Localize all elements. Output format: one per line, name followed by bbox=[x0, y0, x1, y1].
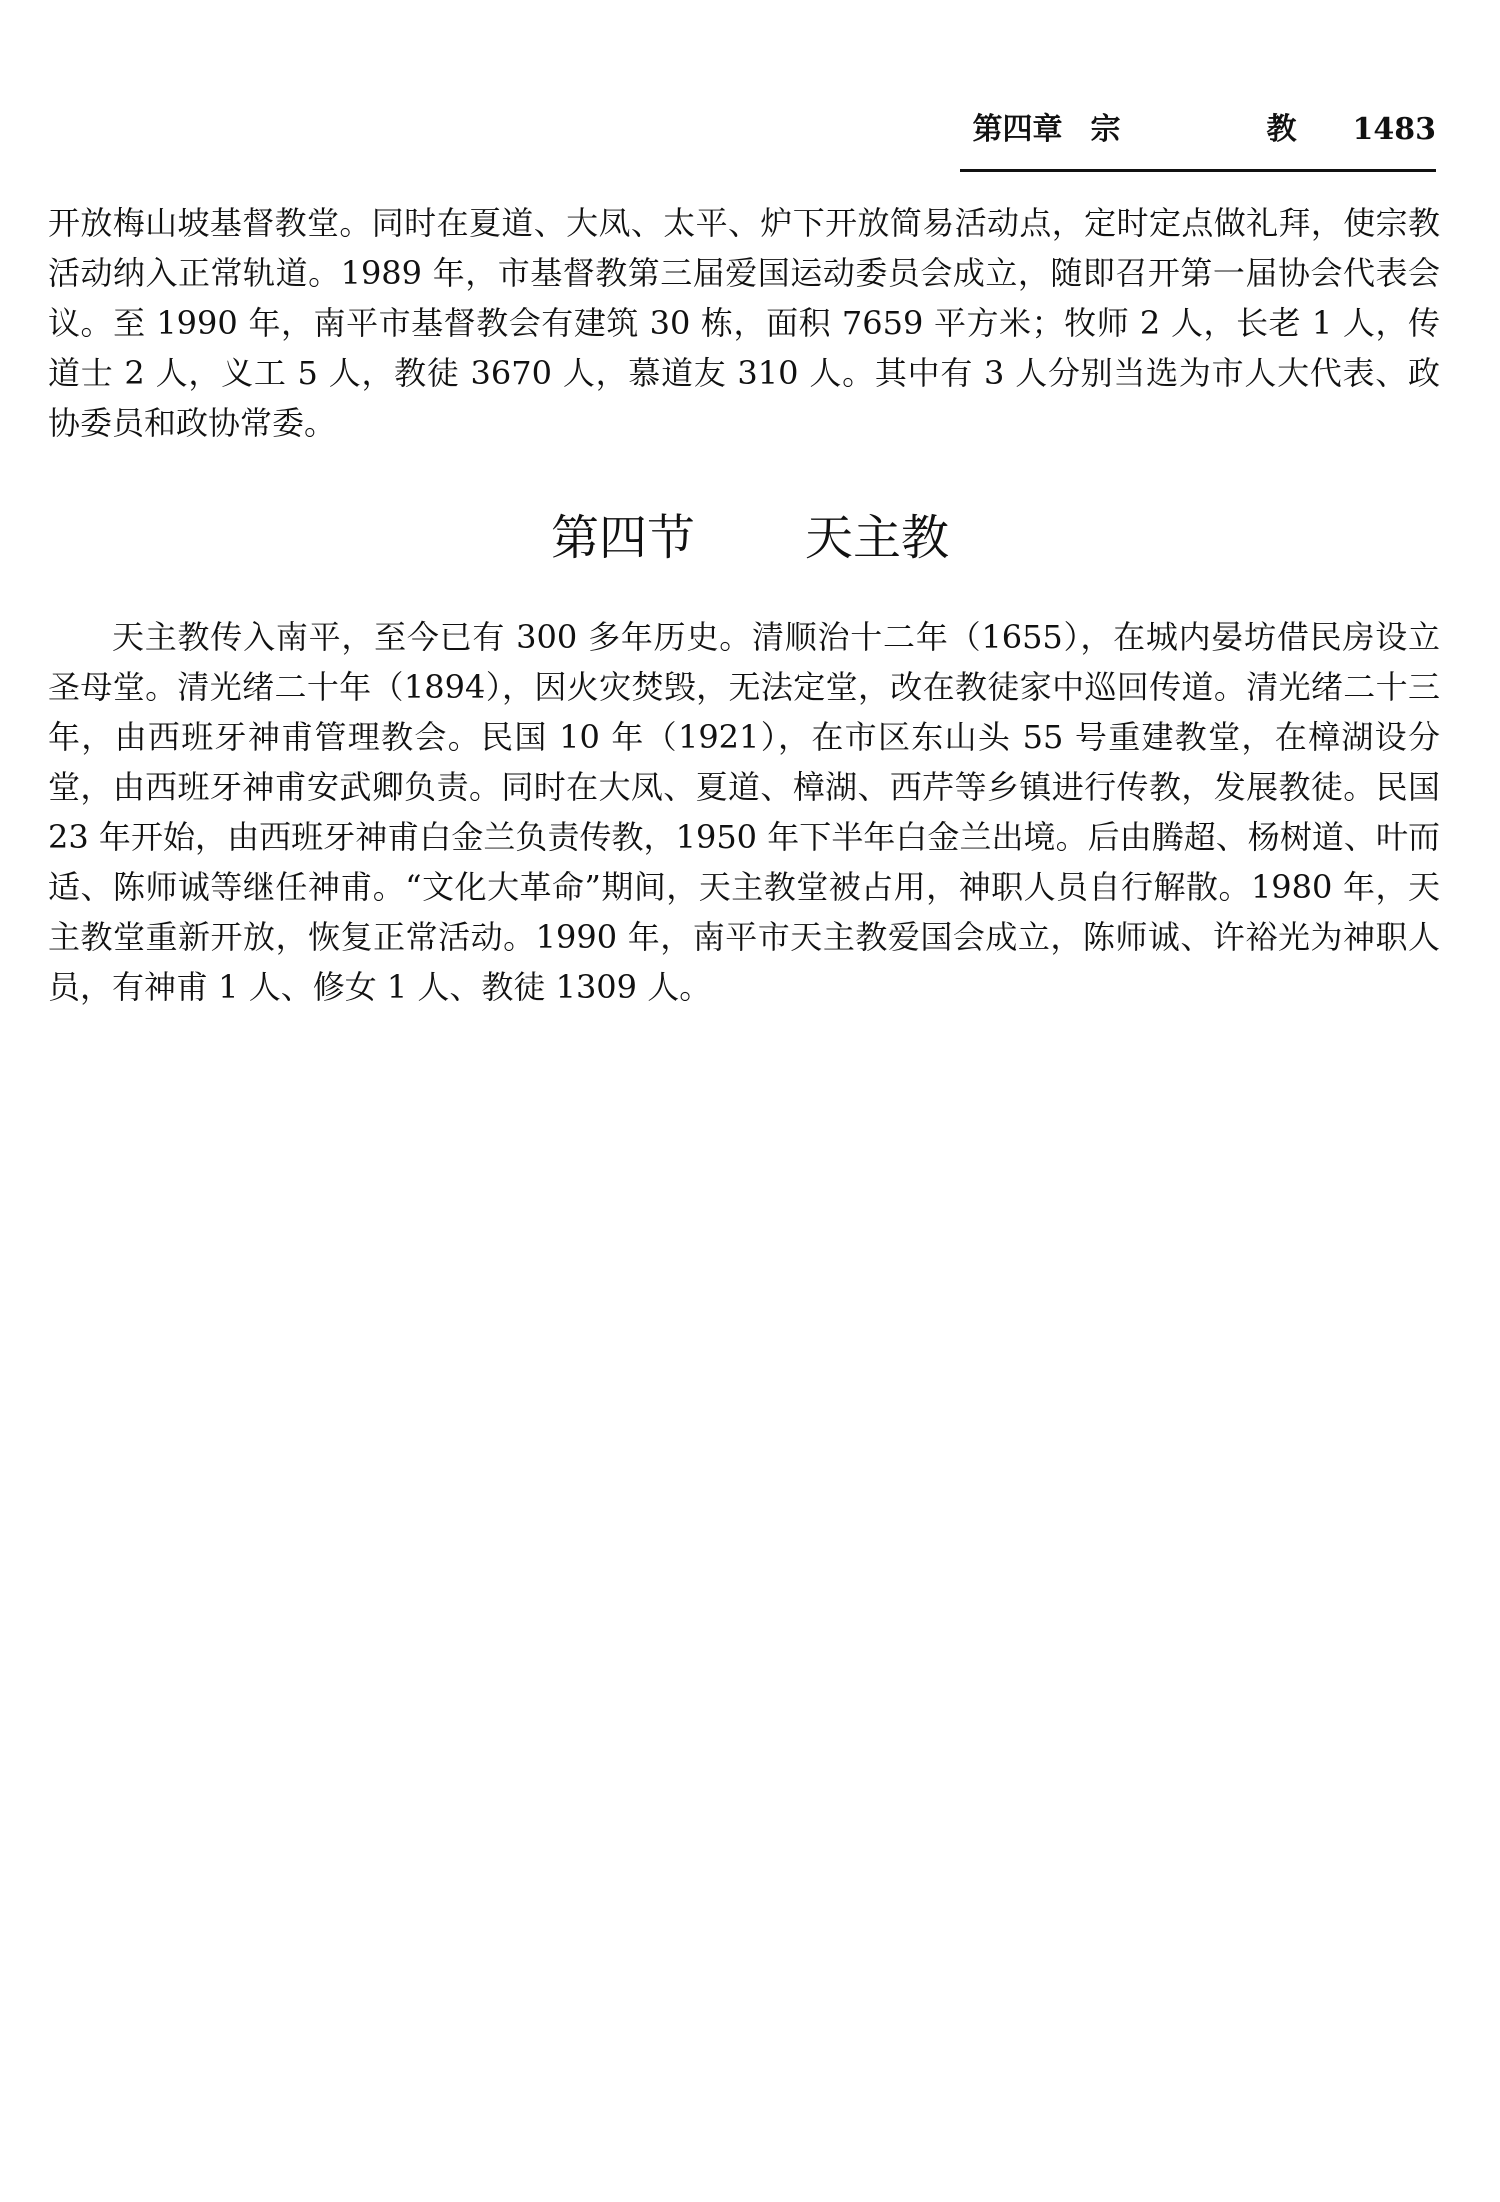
paragraph-catholic: 天主教传入南平，至今已有 300 多年历史。清顺治十二年（1655），在城内晏坊借民房设立圣母堂。清光绪二十年（1894），因火灾焚毁，无法定堂，改在教徒家中巡回传道。清光绪二十三年，由西班牙神甫管理教会。民国 10 年（1921），在市区东山头 55 号重建教堂，在樟湖设分堂，由西班牙神甫安武卿负责。同时在大凤、夏道、樟湖、西芹等乡镇进行传教，发展教徒。民国 23 年开始，由西班牙神甫白金兰负责传教，1950 年下半年白金兰出境。后由腾超、杨树道、叶而适、陈师诚等继任神甫。“文化大革命”期间，天主教堂被占用，神职人员自行解散。1980 年，天主教堂重新开放，恢复正常活动。1990 年，南平市天主教爱国会成立，陈师诚、许裕光为神职人员，有神甫 1 人、修女 1 人、教徒 1309 人。 bbox=[48, 618, 1440, 1006]
running-header bbox=[960, 112, 1436, 172]
header-page-number: 1483 bbox=[1352, 112, 1436, 147]
section-number: 第四节 bbox=[550, 510, 695, 566]
section-heading bbox=[0, 508, 1500, 568]
header-topic: 宗 教 bbox=[1090, 112, 1355, 147]
header-chapter: 第四章 bbox=[972, 112, 1063, 147]
paragraph-continued: 开放梅山坡基督教堂。同时在夏道、大凤、太平、炉下开放简易活动点，定时定点做礼拜，使宗教活动纳入正常轨道。1989 年，市基督教第三届爱国运动委员会成立，随即召开第一届协会代表会议。至 1990 年，南平市基督教会有建筑 30 栋，面积 7659 平方米；牧师 2 人，长老 1 人，传道士 2 人，义工 5 人，教徒 3670 人，慕道友 310 人。其中有 3 人分别当选为市人大代表、政协委员和政协常委。 bbox=[48, 204, 1440, 442]
section-title: 天主教 bbox=[805, 510, 950, 566]
